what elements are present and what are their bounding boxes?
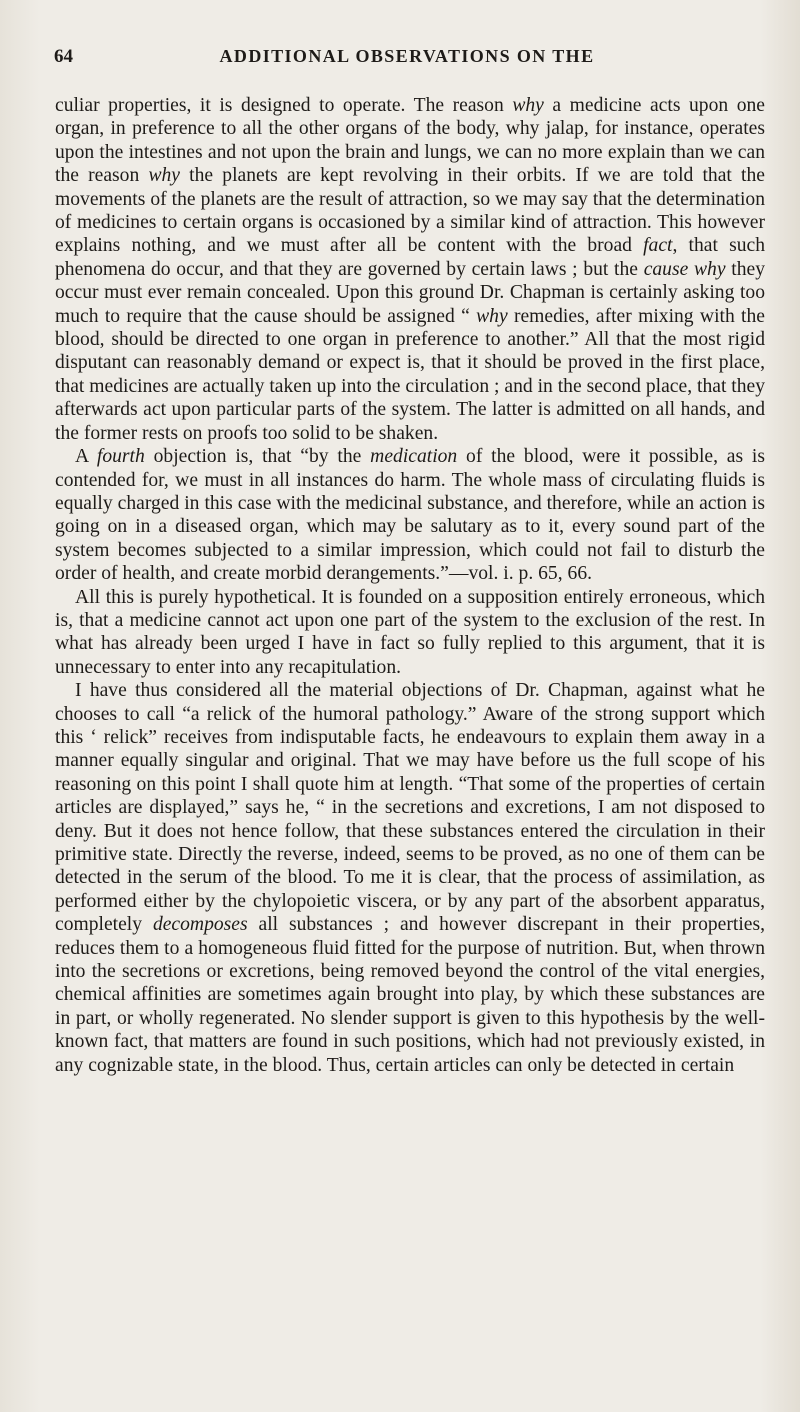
text-run: A [75, 446, 97, 468]
text-run: I have thus considered all the material objections of Dr. Chapman, against what he chooses to call “a relick of the humoral pathology.” Aware of the strong support which this ‘ relick” receives from indisputable facts, he endeavours to explain them away in a manner equally singular and original. That we may have before us the full scope of his reasoning on this point I shall quote him at length. “That some of the properties of certain articles are displayed,” says he, “ in the secretions and excretions, I am not disposed to deny. But it does not hence follow, that these substances entered the circulation in their primitive state. Directly the reverse, indeed, seems to be proved, as no one of them can be detected in the serum of the blood. To me it is clear, that the process of assimilation, as performed either by the chylopoietic viscera, or by any part of the absorbent apparatus, completely [55, 680, 765, 936]
text-run: the planets are kept revolving in their orbits. If we are told that the movements of the planets are the result of attraction, so we may say that the determination of medicines to certain organs is occasioned by a similar kind of attraction. This however explains nothing, and we must after all be content with the broad [55, 165, 765, 257]
italic-run: decomposes [152, 914, 248, 936]
text-run: all substances ; and however discrepant in their properties, reduces them to a homogeneous fluid fitted for the purpose of nutrition. But, when thrown into the secretions or excretions, being removed beyond the control of the vital energies, chemical affinities are sometimes again brought into play, by which these substances are in part, or wholly regenerated. No slender support is given to this hypothesis by the well-known fact, that matters are found in such positions, which had not previously existed, in any cognizable state, in the blood. Thus, certain articles can only be detected in certain [55, 914, 766, 1076]
text-run: All this is purely hypothetical. It is founded on a supposition entirely erroneous, which is, that a medicine cannot act upon one part of the system to the exclusion of the rest. In what has already been urged I have in fact so fully replied to this argument, that it is unnecessary to enter into any recapitulation. [55, 586, 765, 678]
text-run: objection is, that “by the [144, 446, 371, 468]
text-run: of the blood, were it possible, as is contended for, we must in all instances do harm. The whole mass of circulating fluids is equally charged in this case with the medicinal substance, and therefore, while an action is going on in a diseased organ, which may be salutary as to it, every sound part of the system becomes subjected to a similar impression, which could not fail to disturb the order of health, and create morbid derangements.”—vol. i. p. 65, 66. [55, 446, 765, 585]
paragraph [55, 586, 765, 680]
italic-run: fact [643, 235, 673, 257]
text-run: , that such phenomena do occur, and that they are governed by certain laws ; but the [55, 235, 765, 280]
running-head: ADDITIONAL OBSERVATIONS ON THE [219, 46, 595, 66]
text-run: a medicine acts upon one organ, in preference to all the other organs of the body, why jalap, for instance, operates upon the intestines and not upon the brain and lungs, we can no more explain than we can the reason [55, 95, 765, 187]
text-run: culiar properties, it is designed to operate. The reason [55, 95, 513, 116]
italic-run: why [148, 165, 180, 187]
italic-run: medication [370, 446, 458, 468]
page-number: 64 [54, 46, 73, 67]
text-run: remedies, after mixing with the blood, should be directed to one organ in preference to another.” All that the most rigid disputant can reasonably demand or expect is, that it should be proved in the first place, that medicines are actually taken up into the circulation ; and in the second place, that they afterwards act upon particular parts of the system. The latter is admitted on all hands, and the former rests on proofs too solid to be shaken. [55, 305, 766, 444]
italic-run: fourth [96, 446, 145, 468]
italic-run: why [476, 305, 508, 327]
paragraph [55, 445, 765, 585]
body-text [55, 94, 765, 1077]
page-header [54, 46, 760, 76]
italic-run: why [512, 95, 544, 116]
italic-run: cause why [643, 258, 726, 280]
paragraph [55, 679, 765, 1077]
paragraph [55, 94, 765, 445]
text-run: they occur must ever remain concealed. Upon this ground Dr. Chapman is certainly asking too much to require that the cause should be assigned “ [55, 258, 765, 327]
